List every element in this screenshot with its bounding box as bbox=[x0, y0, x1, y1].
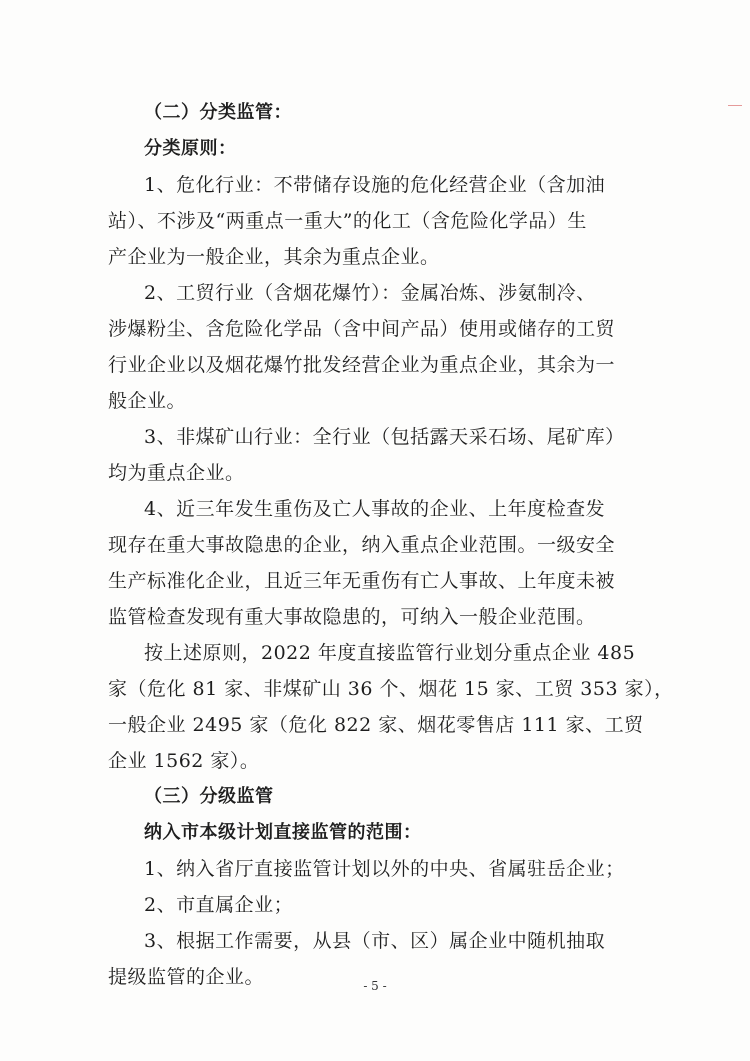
paragraph-line: 行业企业以及烟花爆竹批发经营企业为重点企业，其余为一 bbox=[108, 354, 616, 376]
paragraph-line: 3、非煤矿山行业：全行业（包括露天采石场、尾矿库） bbox=[144, 426, 625, 448]
paragraph-line: 一般企业 2495 家（危化 822 家、烟花零售店 111 家、工贸 bbox=[108, 714, 644, 736]
paragraph-line: 般企业。 bbox=[108, 390, 187, 412]
subheading-scope: 纳入市本级计划直接监管的范围： bbox=[144, 822, 422, 843]
paragraph-line: 2、工贸行业（含烟花爆竹）：金属冶炼、涉氨制冷、 bbox=[144, 282, 596, 304]
paragraph-line: 生产标准化企业，且近三年无重伤有亡人事故、上年度未被 bbox=[108, 570, 616, 592]
list-item: 1、纳入省厅直接监管计划以外的中央、省属驻岳企业； bbox=[144, 858, 625, 880]
paragraph-line: 监管检查发现有重大事故隐患的，可纳入一般企业范围。 bbox=[108, 606, 596, 628]
page-number: - 5 - bbox=[363, 979, 387, 993]
paragraph-line: 4、近三年发生重伤及亡人事故的企业、上年度检查发 bbox=[144, 498, 606, 520]
paragraph-line: 产企业为一般企业，其余为重点企业。 bbox=[108, 246, 440, 268]
paragraph-line: 现存在重大事故隐患的企业，纳入重点企业范围。一级安全 bbox=[108, 534, 616, 556]
paragraph-line: 提级监管的企业。 bbox=[108, 966, 265, 988]
section-heading-grading: （三）分级监管 bbox=[144, 786, 274, 807]
margin-mark bbox=[728, 105, 742, 106]
section-heading-classification: （二）分类监管： bbox=[144, 102, 292, 123]
paragraph-line: 家（危化 81 家、非煤矿山 36 个、烟花 15 家、工贸 353 家）， bbox=[108, 678, 674, 700]
paragraph-line: 企业 1562 家）。 bbox=[108, 750, 260, 772]
paragraph-line: 均为重点企业。 bbox=[108, 462, 245, 484]
paragraph-line: 按上述原则，2022 年度直接监管行业划分重点企业 485 bbox=[144, 642, 636, 664]
subheading-principles: 分类原则： bbox=[144, 138, 237, 159]
paragraph-line: 站）、不涉及“两重点一重大”的化工（含危险化学品）生 bbox=[108, 210, 587, 232]
list-item: 3、根据工作需要，从县（市、区）属企业中随机抽取 bbox=[144, 930, 606, 952]
paragraph-line: 1、危化行业：不带储存设施的危化经营企业（含加油 bbox=[144, 174, 606, 196]
list-item: 2、市直属企业； bbox=[144, 894, 294, 916]
paragraph-line: 涉爆粉尘、含危险化学品（含中间产品）使用或储存的工贸 bbox=[108, 318, 616, 340]
